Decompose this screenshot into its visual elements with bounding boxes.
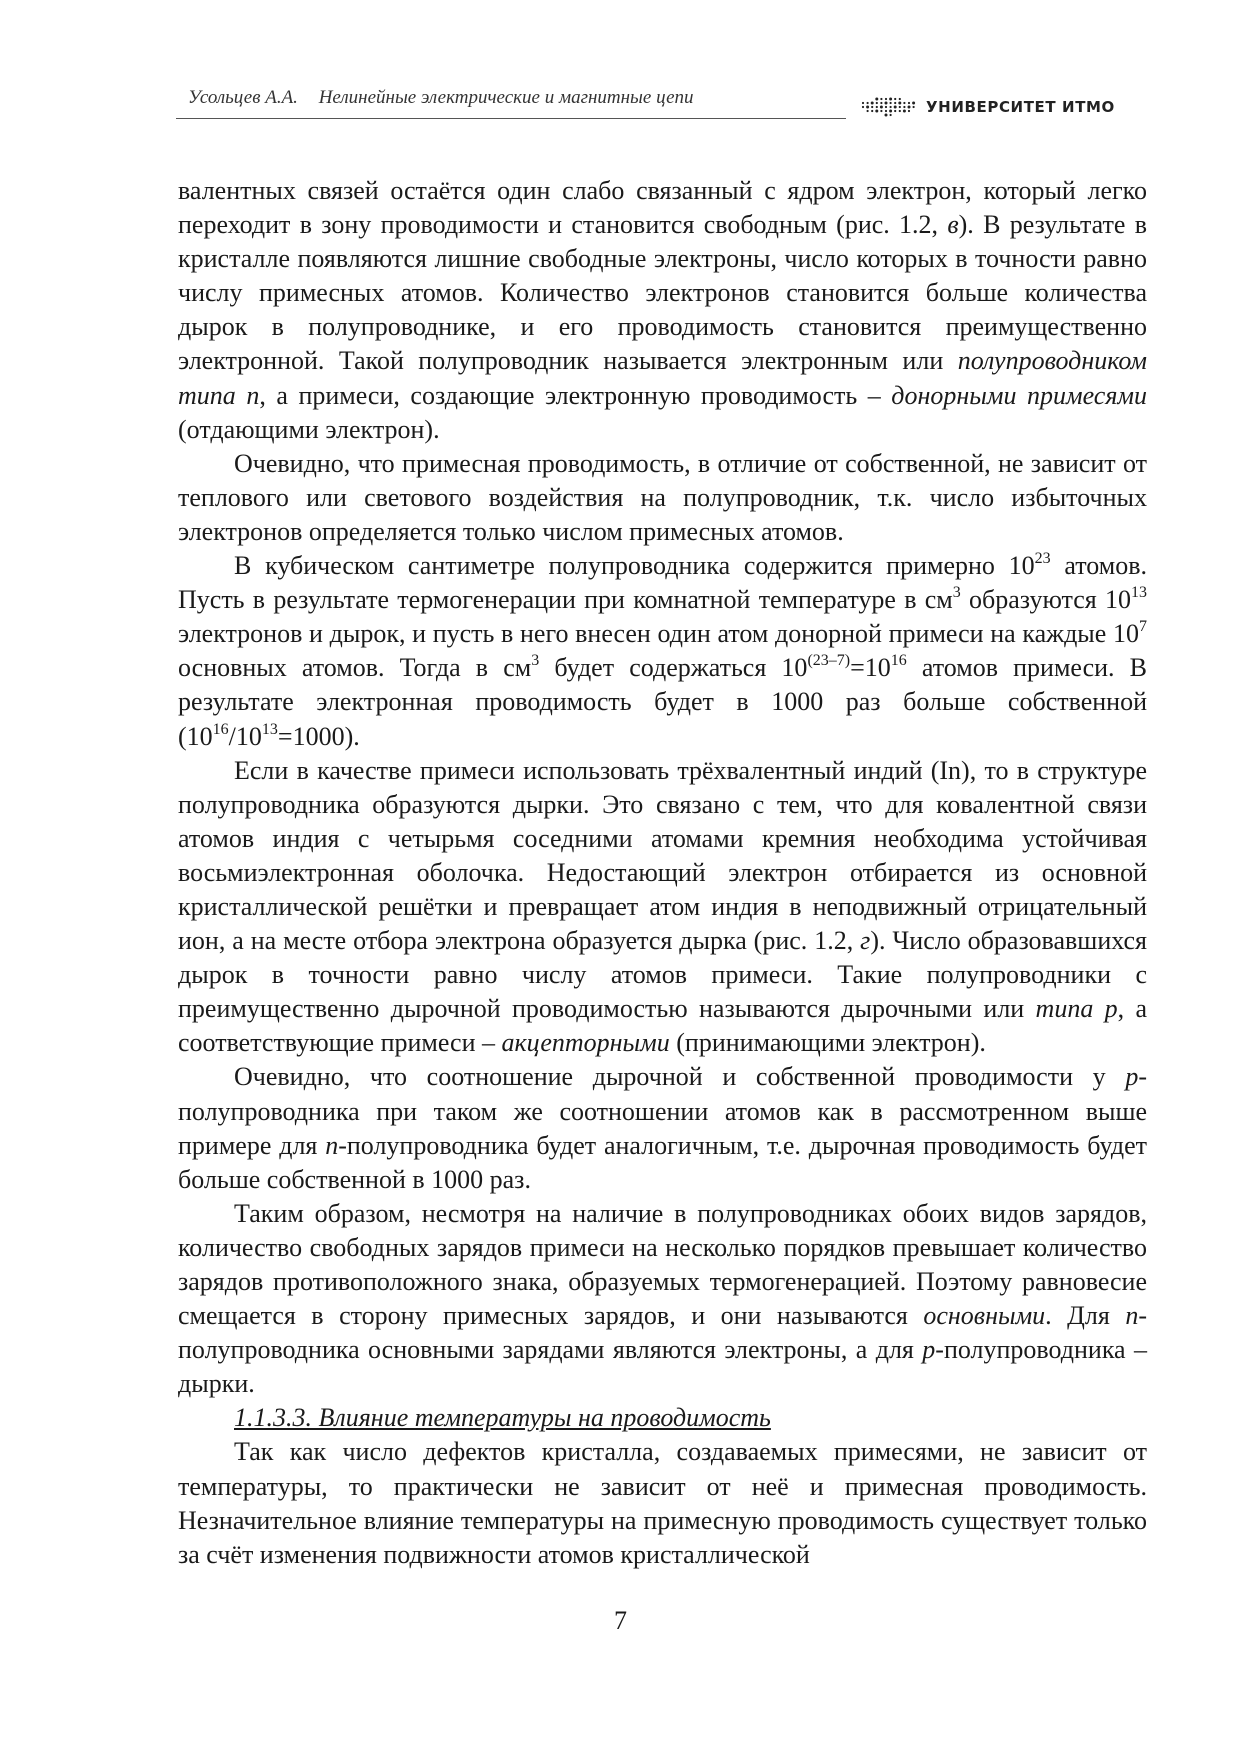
paragraph-majority-carriers: Таким образом, несмотря на наличие в полупроводниках обоих видов зарядов, количество свободных зарядов примеси на несколько порядков превышает количество зарядов противоположного знака, образуемых термогенерацией. Поэтому равновесие смещается в сторону примесных зарядов, и они называются основными. Для n-полупроводника основными зарядами являются электроны, а для p-полупроводника – дырки. bbox=[178, 1198, 1147, 1399]
page-number: 7 bbox=[614, 1606, 627, 1635]
header-book-title: Нелинейные электрические и магнитные цепи bbox=[318, 87, 694, 108]
university-logo bbox=[860, 96, 1115, 118]
section-heading: 1.1.3.3. Влияние температуры на проводимость bbox=[234, 1403, 771, 1433]
page-header bbox=[176, 84, 1122, 124]
paragraph-p-type-ratio: Очевидно, что соотношение дырочной и собственной проводимости у p-полупроводника при таком же соотношении атомов как в рассмотренном выше примере для n-полупроводника будет аналогичным, т.е. дырочная проводимость будет больше собственной в 1000 раз. bbox=[178, 1062, 1147, 1194]
itmo-dots-logo-icon bbox=[860, 96, 918, 118]
paragraph-acceptor-impurity: Если в качестве примеси использовать трёхвалентный индий (In), то в структуре полупроводника образуются дырки. Это связано с тем, что для ковалентной связи атомов индия с четырьмя соседними атомами кремния необходима устойчивая восьмиэлектронная оболочка. Недостающий электрон отбирается из основной кристаллической решётки и превращает атом индия в неподвижный отрицательный ион, а на месте отбора электрона образуется дырка (рис. 1.2, г). Число образовавшихся дырок в точности равно числу атомов примеси. Такие полупроводники с преимущественно дырочной проводимостью называются дырочными или типа p, а соответствующие примеси – акцепторными (принимающими электрон). bbox=[178, 755, 1148, 1058]
header-author: Усольцев А.А. bbox=[188, 87, 298, 108]
paragraph-temperature-influence: Так как число дефектов кристалла, создаваемых примесями, не зависит от температуры, то практически не зависит от неё и примесная проводимость. Незначительное влияние температуры на примесную проводимость существует только за счёт изменения подвижности атомов кристаллической bbox=[178, 1437, 1147, 1569]
paragraph-impurity-conductivity: Очевидно, что примесная проводимость, в отличие от собственной, не зависит от теплового или светового воздействия на полупроводник, т.к. число избыточных электронов определяется только числом примесных атомов. bbox=[178, 448, 1147, 546]
running-header bbox=[176, 84, 846, 119]
paragraph-donor-impurity: валентных связей остаётся один слабо связанный с ядром электрон, который легко переходит в зону проводимости и становится свободным (рис. 1.2, в). В результате в кристалле появляются лишние свободные электроны, число которых в точности равно числу примесных атомов. Количество электронов становится больше количества дырок в полупроводнике, и его проводимость становится преимущественно электронной. Такой полупроводник называется электронным или полупроводником типа n, а примеси, создающие электронную проводимость – донорными примесями (отдающими электрон). bbox=[178, 176, 1147, 444]
logo-text: УНИВЕРСИТЕТ ИТМО bbox=[926, 98, 1115, 116]
page-body bbox=[178, 174, 1147, 1572]
paragraph-numeric-example: В кубическом сантиметре полупроводника содержится примерно $10^{23}$ атомов. Пусть в результате термогенерации при комнатной температуре в $см^3$ образуются $10^{13}$ электронов и дырок, и пусть в него внесен один атом донорной примеси на каждые $10^7$ основных атомов. Тогда в $см^3$ будет содержаться $10^{(23-7)}=10^{16}$ атомов примеси. В результате электронная проводимость будет в 1000 раз больше собственной $(10^{16}/10^{13}=1000)$. bbox=[178, 550, 1148, 751]
